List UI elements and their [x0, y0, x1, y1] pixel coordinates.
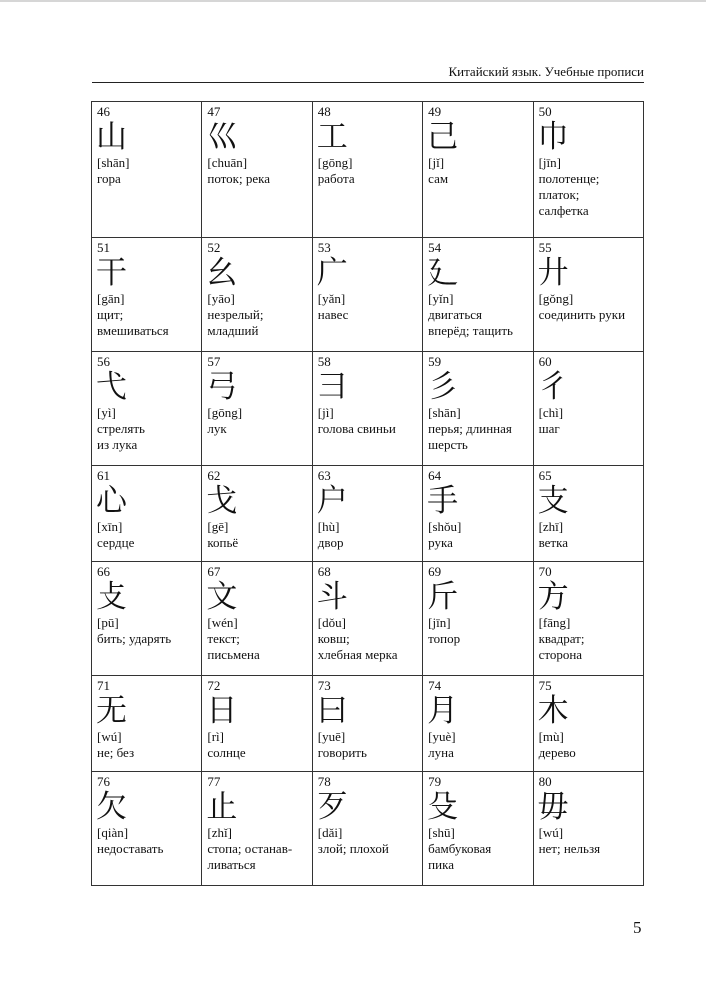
radical-number: 59 — [428, 354, 442, 369]
radical-number: 64 — [428, 468, 442, 483]
radical-number: 62 — [207, 468, 221, 483]
radical-pinyin: [yǎn] — [317, 291, 346, 306]
radical-character: 彐 — [316, 369, 348, 405]
radical-number: 67 — [207, 564, 221, 579]
radical-pinyin: [wú] — [97, 729, 122, 744]
radical-cell — [92, 466, 202, 562]
table-row — [92, 562, 644, 676]
radical-number: 52 — [207, 240, 221, 255]
radical-meaning: двор — [317, 535, 344, 550]
radical-number: 54 — [428, 240, 442, 255]
radical-meaning: работа — [317, 171, 355, 186]
radical-cell — [92, 676, 202, 772]
radical-meaning: сам — [428, 171, 449, 186]
radical-pinyin: [qiàn] — [97, 825, 129, 840]
radical-meaning: двигаться вперёд; тащить — [428, 307, 513, 338]
radical-number: 79 — [428, 774, 442, 789]
radical-pinyin: [zhī] — [538, 519, 564, 534]
table-row — [92, 102, 644, 238]
radical-cell — [202, 238, 312, 352]
radical-number: 47 — [207, 104, 221, 119]
radical-pinyin: [chuān] — [207, 155, 248, 170]
radical-cell — [533, 352, 643, 466]
radical-number: 72 — [207, 678, 221, 693]
radical-meaning: бить; ударять — [97, 631, 172, 646]
radical-meaning: бамбуковая пика — [428, 841, 492, 872]
radical-pinyin: [jǐ] — [428, 155, 445, 170]
radical-pinyin: [wú] — [538, 825, 564, 840]
radical-meaning: луна — [428, 745, 454, 760]
radical-meaning: топор — [428, 631, 461, 646]
table-row — [92, 466, 644, 562]
radical-number: 66 — [97, 564, 110, 579]
radical-meaning: недоставать — [97, 841, 164, 856]
radical-cell — [312, 562, 422, 676]
radical-character: 彳 — [537, 369, 569, 405]
radical-meaning: голова свиньи — [317, 421, 396, 436]
radical-character: 弓 — [206, 369, 238, 405]
radical-number: 56 — [97, 354, 110, 369]
radical-number: 65 — [538, 468, 552, 483]
radical-character: 欠 — [96, 789, 127, 825]
table-row — [92, 772, 644, 886]
radical-pinyin: [wén] — [207, 615, 238, 630]
radical-character: 斤 — [427, 579, 459, 615]
radical-number: 75 — [538, 678, 552, 693]
radical-character: 山 — [96, 119, 127, 155]
radical-cell — [92, 772, 202, 886]
radical-character: 幺 — [206, 255, 238, 291]
radical-pinyin: [pū] — [97, 615, 119, 630]
radical-cell — [92, 352, 202, 466]
radical-character: 巾 — [537, 119, 569, 155]
radical-number: 70 — [538, 564, 552, 579]
radical-number: 48 — [317, 104, 331, 119]
running-header-title: Китайский язык. Учебные прописи — [448, 64, 644, 79]
radical-character: 廾 — [537, 255, 569, 291]
radical-meaning: текст; письмена — [207, 631, 260, 662]
radical-cell — [202, 676, 312, 772]
radical-pinyin: [mù] — [538, 729, 564, 744]
radical-number: 69 — [428, 564, 442, 579]
radical-cell — [533, 466, 643, 562]
radical-pinyin: [hù] — [317, 519, 340, 534]
radical-character: 户 — [316, 483, 348, 519]
radical-character: 己 — [427, 119, 459, 155]
radical-meaning: не; без — [97, 745, 135, 760]
radical-meaning: рука — [428, 535, 453, 550]
radical-character: 曰 — [316, 693, 348, 729]
radical-cell — [423, 466, 533, 562]
radical-meaning: сердце — [97, 535, 135, 550]
radical-pinyin: [yāo] — [207, 291, 235, 306]
radical-meaning: навес — [317, 307, 349, 322]
radical-number: 76 — [97, 774, 110, 789]
radical-meaning: стопа; останав- ливаться — [207, 841, 293, 872]
radical-character: 廴 — [427, 255, 459, 291]
radical-cell — [312, 102, 422, 238]
radical-cell — [92, 562, 202, 676]
radical-pinyin: [dǎi] — [317, 825, 343, 840]
radical-meaning: лук — [207, 421, 227, 436]
radical-cell — [202, 772, 312, 886]
radical-meaning: дерево — [538, 745, 576, 760]
radical-number: 60 — [538, 354, 552, 369]
radical-character: 日 — [206, 693, 238, 729]
radical-number: 80 — [538, 774, 552, 789]
radical-pinyin: [yuè] — [428, 729, 456, 744]
radical-meaning: ковш; хлебная мерка — [317, 631, 398, 662]
radical-character: 毋 — [537, 789, 569, 825]
radical-pinyin: [gōng] — [317, 155, 353, 170]
radical-character: 干 — [96, 255, 127, 291]
radical-character: 工 — [316, 119, 348, 155]
radical-character: 殳 — [427, 789, 459, 825]
radical-pinyin: [gōng] — [207, 405, 243, 420]
radical-cell — [312, 772, 422, 886]
radical-cell — [423, 562, 533, 676]
radical-pinyin: [gǒng] — [538, 291, 574, 306]
radical-cell — [533, 676, 643, 772]
radical-number: 77 — [207, 774, 221, 789]
radical-cell — [533, 772, 643, 886]
radical-meaning: стрелять из лука — [97, 421, 145, 452]
radical-pinyin: [yǐn] — [428, 291, 454, 306]
radical-cell — [423, 238, 533, 352]
radical-number: 61 — [97, 468, 110, 483]
radical-meaning: полотенце; платок; салфетка — [538, 171, 600, 218]
radical-meaning: поток; река — [207, 171, 271, 186]
radical-character: 止 — [206, 789, 238, 825]
running-header — [92, 60, 644, 83]
radical-cell — [312, 466, 422, 562]
radical-cell — [202, 562, 312, 676]
radical-meaning: говорить — [317, 745, 367, 760]
radical-cell — [423, 352, 533, 466]
radical-cell — [202, 466, 312, 562]
radical-pinyin: [rì] — [207, 729, 224, 744]
radical-meaning: шаг — [538, 421, 560, 436]
radical-character: 歹 — [316, 789, 348, 825]
radical-character: 彡 — [427, 369, 459, 405]
radical-meaning: квадрат; сторона — [538, 631, 585, 662]
page-number: 5 — [633, 918, 642, 937]
radical-meaning: копьё — [207, 535, 239, 550]
radical-pinyin: [gē] — [207, 519, 229, 534]
radical-number: 71 — [97, 678, 110, 693]
radical-cell — [202, 102, 312, 238]
radical-number: 73 — [317, 678, 331, 693]
radical-pinyin: [shān] — [428, 405, 461, 420]
radical-meaning: солнце — [207, 745, 246, 760]
radical-pinyin: [shū] — [428, 825, 455, 840]
radical-meaning: перья; длинная шерсть — [428, 421, 512, 452]
radical-pinyin: [zhǐ] — [207, 825, 232, 840]
radical-pinyin: [gān] — [97, 291, 125, 306]
radical-pinyin: [fāng] — [538, 615, 571, 630]
radicals-table — [91, 101, 644, 886]
radical-pinyin: [xīn] — [97, 519, 123, 534]
radical-character: 弋 — [96, 369, 127, 405]
radical-number: 57 — [207, 354, 221, 369]
radical-number: 46 — [97, 104, 110, 119]
radical-pinyin: [jīn] — [428, 615, 451, 630]
radical-character: 支 — [537, 483, 569, 519]
radical-pinyin: [yì] — [97, 405, 116, 420]
radical-character: 月 — [427, 693, 459, 729]
radical-character: 手 — [427, 483, 459, 519]
radical-cell — [312, 352, 422, 466]
radical-cell — [92, 102, 202, 238]
radical-pinyin: [jì] — [317, 405, 334, 420]
radical-number: 50 — [538, 104, 552, 119]
radical-cell — [423, 102, 533, 238]
radical-number: 78 — [317, 774, 331, 789]
radical-number: 63 — [317, 468, 331, 483]
radical-cell — [533, 102, 643, 238]
radical-character: 广 — [316, 255, 348, 291]
radical-cell — [312, 238, 422, 352]
radical-cell — [423, 676, 533, 772]
radical-cell — [312, 676, 422, 772]
radical-meaning: незрелый; младший — [207, 307, 264, 338]
top-border — [0, 0, 706, 2]
radical-pinyin: [chì] — [538, 405, 564, 420]
radical-cell — [92, 238, 202, 352]
radical-meaning: щит; вмешиваться — [97, 307, 169, 338]
radical-meaning: гора — [97, 171, 121, 186]
radical-pinyin: [jīn] — [538, 155, 561, 170]
radical-number: 58 — [317, 354, 331, 369]
table-row — [92, 676, 644, 772]
radical-number: 51 — [97, 240, 110, 255]
radical-number: 49 — [428, 104, 442, 119]
radical-cell — [533, 238, 643, 352]
radical-meaning: ветка — [538, 535, 568, 550]
radical-pinyin: [yuē] — [317, 729, 346, 744]
radical-cell — [533, 562, 643, 676]
radical-meaning: злой; плохой — [317, 841, 389, 856]
radical-number: 74 — [428, 678, 442, 693]
radical-cell — [423, 772, 533, 886]
radical-number: 55 — [538, 240, 552, 255]
radical-pinyin: [shān] — [97, 155, 130, 170]
radical-character: 戈 — [206, 483, 238, 519]
radical-pinyin: [shǒu] — [428, 519, 462, 534]
radical-character: 巛 — [206, 119, 238, 155]
radical-character: 文 — [206, 579, 238, 615]
radical-meaning: нет; нельзя — [538, 841, 601, 856]
radical-character: 攴 — [96, 579, 127, 615]
radical-pinyin: [dǒu] — [317, 615, 346, 630]
table-row — [92, 352, 644, 466]
radical-character: 方 — [537, 579, 569, 615]
radical-meaning: соединить руки — [538, 307, 626, 322]
radical-number: 53 — [317, 240, 331, 255]
radical-character: 木 — [537, 693, 569, 729]
radical-character: 心 — [96, 483, 127, 519]
radical-cell — [202, 352, 312, 466]
radical-character: 斗 — [316, 579, 348, 615]
radical-character: 无 — [96, 693, 127, 729]
table-row — [92, 238, 644, 352]
radical-number: 68 — [317, 564, 331, 579]
